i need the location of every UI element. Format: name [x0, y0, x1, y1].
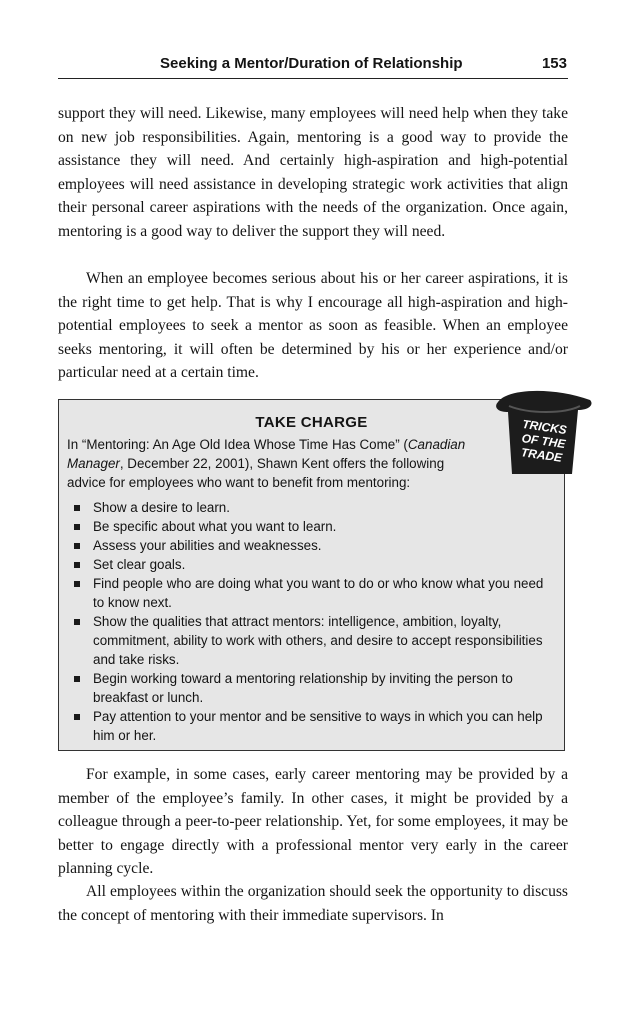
advice-list: [67, 498, 557, 745]
list-item: Be specific about what you want to learn.: [67, 517, 557, 536]
running-header: [58, 52, 568, 79]
page-number: 153: [541, 55, 567, 72]
body-paragraph-2: When an employee becomes serious about his or her career aspirations, it is the right time to get help. That is why I encourage all high-aspiration and high-potential employees to seek a mentor as soon as feasible. When an employee seeks mentoring, it will often be determined by his or her experience and/or particular need at a certain time.: [58, 270, 568, 381]
list-item: Show a desire to learn.: [67, 498, 557, 517]
badge-line-3: TRADE: [520, 445, 564, 465]
badge-line-1: TRICKS: [521, 416, 568, 438]
intro-text-start: In “Mentoring: An Age Old Idea Whose Time Has Come” (: [67, 437, 408, 452]
sidebar-title: TAKE CHARGE: [255, 414, 368, 431]
body-paragraph-1: support they will need. Likewise, many employees will need help when they take on new job responsibilities. Again, mentoring is a good way to provide the assistance they will need. And certainly high-aspiration and high-potential employees will need assistance in developing strategic work activities that align their personal career aspirations with the needs of the organization. Once again, mentoring is a good way to deliver the support they will need.: [58, 105, 568, 240]
list-item: Assess your abilities and weaknesses.: [67, 536, 557, 555]
list-item: Show the qualities that attract mentors: intelligence, ambition, loyalty, commitment, ability to work with others, and desire to accept responsibilities and take risks.: [67, 612, 557, 669]
body-paragraph-3: For example, in some cases, early career mentoring may be provided by a member of the employee’s family. In other cases, it might be provided by a colleague through a peer-to-peer relationship. Yet, for some employees, it may be better to engage directly with a professional mentor very early in the career planning cycle.: [58, 766, 568, 877]
badge-line-2: OF THE: [520, 431, 567, 452]
body-paragraph-4: All employees within the organization should seek the opportunity to discuss the concept of mentoring with their immediate supervisors. In: [58, 883, 568, 924]
chapter-section-title: Seeking a Mentor/Duration of Relationship: [160, 55, 463, 72]
list-item: Find people who are doing what you want to do or who know what you need to know next.: [67, 574, 557, 612]
take-charge-sidebar: [58, 399, 568, 751]
list-item: Pay attention to your mentor and be sensitive to ways in which you can help him or her.: [67, 707, 557, 745]
list-item: Begin working toward a mentoring relationship by inviting the person to breakfast or lunch.: [67, 669, 557, 707]
list-item: Set clear goals.: [67, 555, 557, 574]
source-publication: Canadian Manager: [67, 437, 466, 471]
sidebar-intro: [67, 435, 473, 492]
intro-text-end: , December 22, 2001), Shawn Kent offers the following advice for employees who want to benefit from mentoring:: [67, 456, 445, 490]
top-hat-icon: [494, 388, 594, 480]
